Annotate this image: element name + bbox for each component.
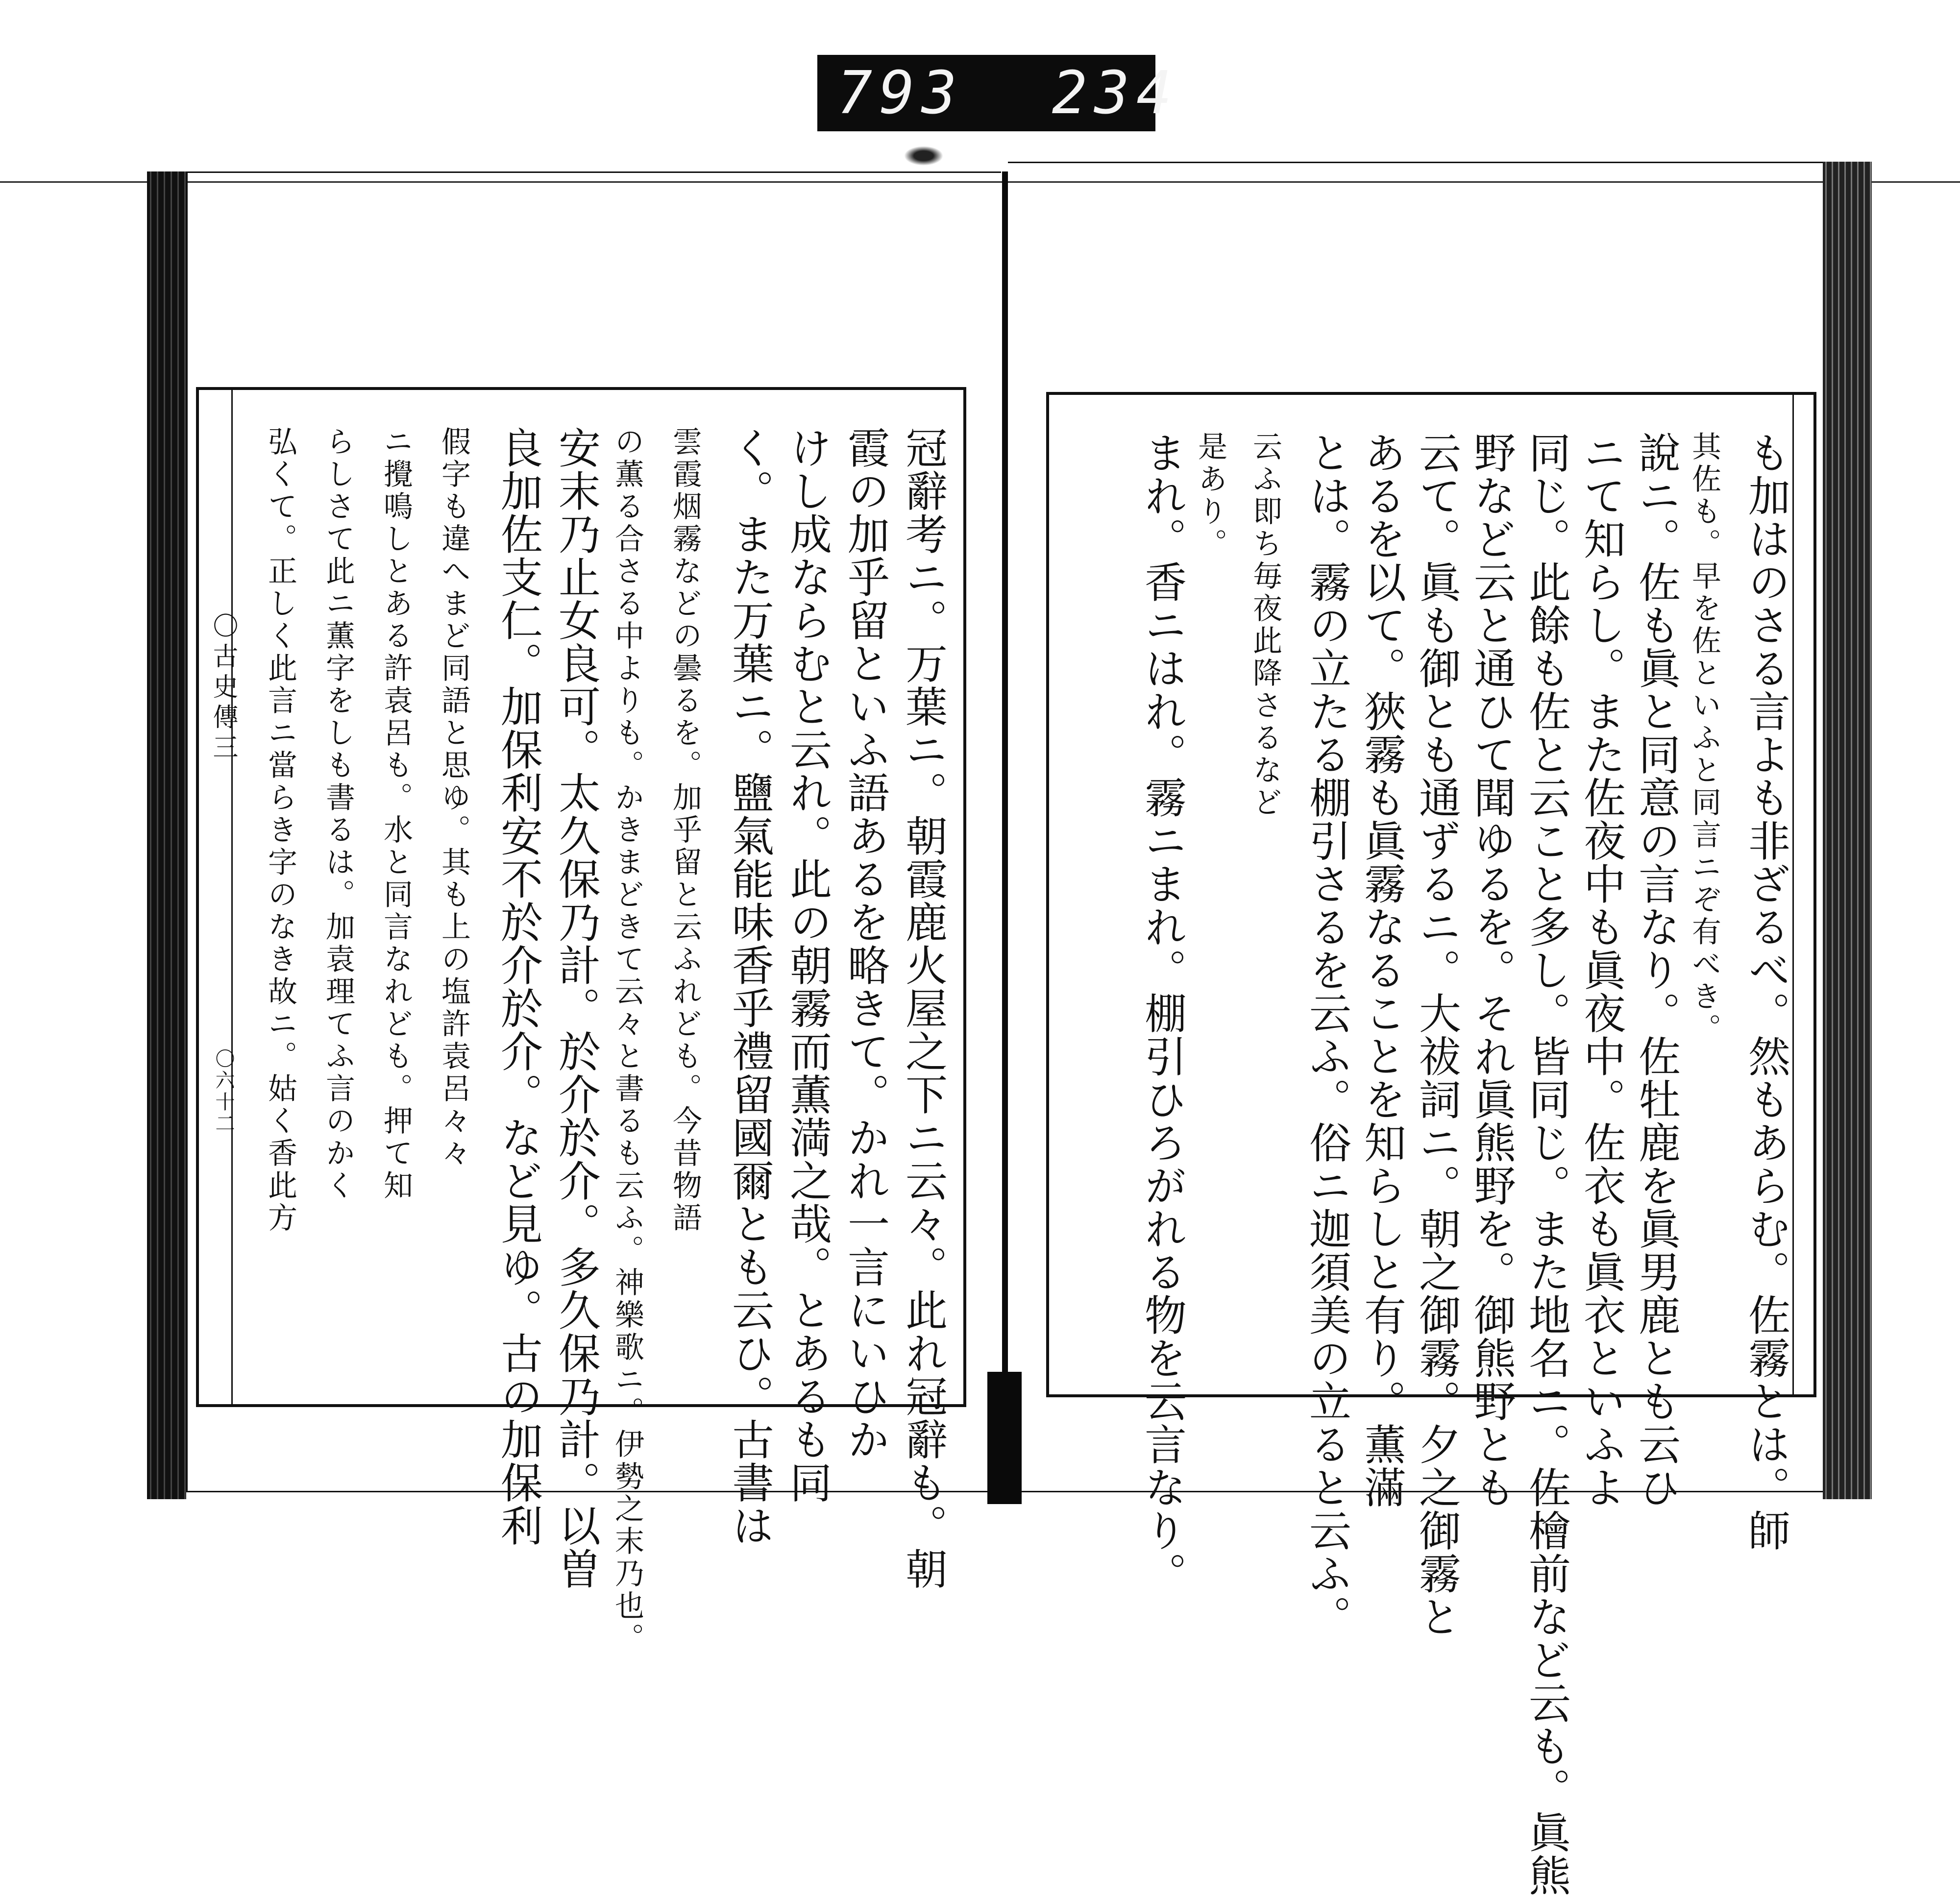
left-page-text-column: 雲霞烟霧などの曇るを。加乎留と云ふれども。今昔物語	[668, 426, 702, 1235]
left-page-text-column: ニ攪鳴しとある許袁呂も。水と同言なれども。押て知	[379, 426, 413, 1202]
right-page-text-column: も加はのさる言よも非ざるべ。然もあらむ。佐霧とは。師	[1741, 431, 1790, 1552]
left-page-text-column: 安末乃止女良可。太久保乃計。於介於介。多久保乃計。以曽	[551, 426, 600, 1590]
microfilm-frame-label	[817, 55, 1179, 131]
left-page-text-column: 霞の加乎留といふ語あるを略きて。かれ一言にいひか	[840, 426, 889, 1461]
left-page-text-column: 冠辭考ニ。万葉ニ。朝霞鹿火屋之下ニ云々。此れ冠辭も。朝	[898, 426, 947, 1590]
book-gutter	[1002, 171, 1008, 1499]
left-margin-rule	[231, 390, 233, 1404]
left-page-text-column: らしさて此ニ薫字をしも書るは。加袁理てふ言のかく	[321, 426, 355, 1202]
right-page-text-column: 其佐も。早を佐といふと同言ニぞ有べき。	[1687, 431, 1721, 1046]
left-page-text-column: 弘くて。正しく此言ニ當らき字のなき故ニ。姑く香此方	[263, 426, 297, 1235]
right-page-text-column: 云て。眞も御とも通ずるニ。大祓詞ニ。朝之御霧。夕之御霧と	[1412, 431, 1461, 1638]
page-number: 〇六十二	[212, 1048, 235, 1135]
book-right-edge	[1823, 162, 1872, 1499]
right-page-text-column: ニて知らし。また佐夜中も眞夜中。佐衣も眞衣といふよ	[1576, 431, 1625, 1509]
left-page-text-column: けし成ならむと云れ。此の朝霧而薫満之哉。とあるも同	[783, 426, 832, 1504]
frame-number: 234	[1052, 59, 1179, 127]
reel-number: 793	[837, 59, 964, 127]
right-page-text-column: とは。霧の立たる棚引さるを云ふ。俗ニ迦須美の立ると云ふ。	[1302, 431, 1351, 1638]
left-page-text-column: 假字も違へまど同語と思ゆ。其も上の塩許袁呂々々	[437, 426, 471, 1170]
right-page-text-column: 是あり。	[1193, 431, 1227, 560]
book-spine-base	[987, 1372, 1022, 1504]
right-page-text-column: 同じ。此餘も佐と云こと多し。皆同じ。また地名ニ。佐檜前など云も。眞熊	[1521, 431, 1570, 1897]
book-left-edge	[147, 171, 186, 1499]
right-page-text-column: 說ニ。佐も眞と同意の言なり。佐牡鹿を眞男鹿とも云ひ	[1631, 431, 1680, 1509]
running-title: 〇古史傳三	[208, 612, 238, 764]
left-page-text-column: 良加佐支仁。加保利安不於介於介。など見ゆ。古の加保利	[493, 426, 542, 1547]
right-page-text-column: 野など云と通ひて聞ゆるを。それ眞熊野を。御熊野とも	[1467, 431, 1516, 1509]
left-page-text-column: く。また万葉ニ。鹽氣能味香乎禮留國爾とも云ひ。古書は	[725, 426, 774, 1547]
left-page-text-column: の薫る合さる中よりも。かきまどきて云々と書るも云ふ。神樂歌ニ。伊勢之末乃也。	[610, 426, 644, 1655]
right-margin-rule	[1792, 395, 1794, 1394]
right-page-text-column: あるを以て。狹霧も眞霧なることを知らしと有り。薫滿	[1357, 431, 1406, 1509]
right-page-text-column: まれ。香ニはれ。霧ニまれ。棚引ひろがれる物を云言なり。	[1137, 431, 1186, 1595]
right-page-text-column: 云ふ即ち毎夜此降さるなど	[1248, 431, 1282, 819]
